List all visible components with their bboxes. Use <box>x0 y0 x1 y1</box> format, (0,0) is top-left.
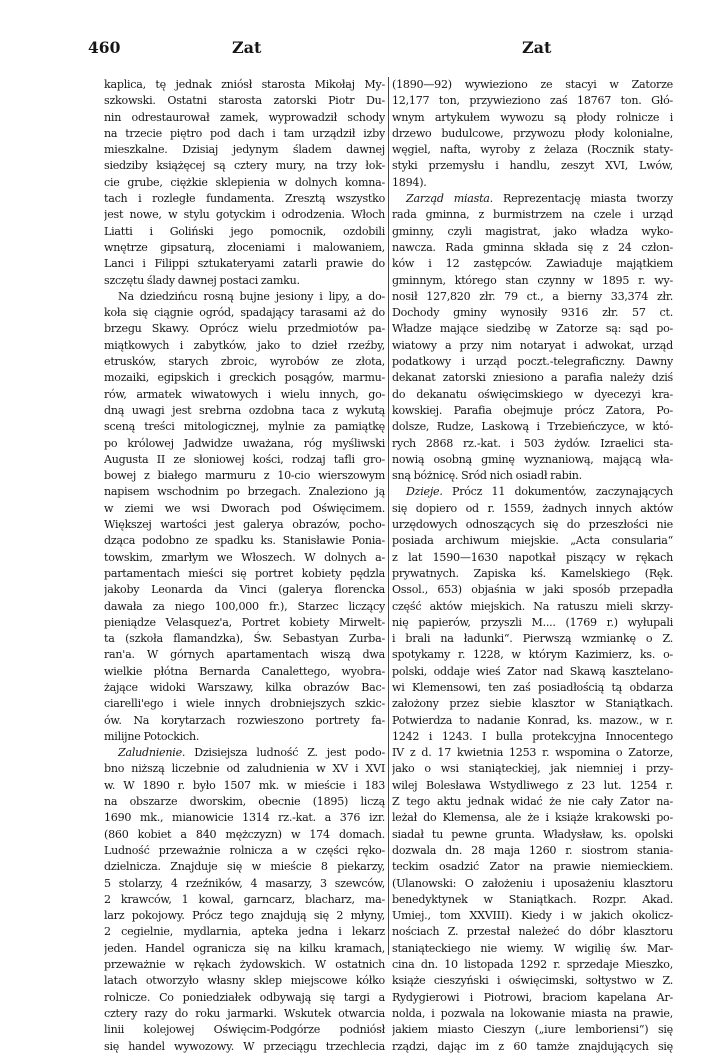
line-text: nin odrestaurował zamek, wyprowadził schody <box>104 110 385 124</box>
text-line <box>104 110 385 126</box>
line-text: milijne Potockich. <box>104 729 200 743</box>
line-text: pieniądze Velasquez'a, Portret kobiety Mirwelt- <box>104 615 385 629</box>
text-line <box>392 566 673 582</box>
line-text: rych 2868 rz.-kat. i 503 żydów. Izraelici sta- <box>392 436 673 450</box>
line-text: urzędowych odnoszących się do przeszłości nie <box>392 518 673 532</box>
text-line <box>104 941 385 957</box>
line-text: 1894). <box>392 175 427 189</box>
text-line <box>392 175 673 191</box>
line-text: IV z d. 17 kwietnia 1253 r. wspomina o Zatorze, <box>392 746 673 760</box>
text-line <box>104 273 385 289</box>
text-line <box>104 827 385 843</box>
text-line <box>392 680 673 696</box>
section-heading: Zarząd miasta. <box>406 192 493 206</box>
line-text: część aktów miejskich. Na ratuszu mieli skrzy- <box>392 599 673 613</box>
line-text: drzewo budulcowe, przywozu płody kolonialne, <box>392 126 673 140</box>
line-text: mieszkalne. Dzisiaj jedynym śladem dawnej <box>104 143 385 157</box>
text-line <box>104 175 385 191</box>
line-text: nościach Z. przestał należeć do dóbr klasztoru <box>392 925 673 939</box>
line-text: bno niższą liczebnie od zaludnienia w XV i XVI <box>104 762 385 776</box>
line-text: ran'a. W górnych apartamentach wiszą dwa <box>104 648 385 662</box>
text-line <box>392 713 673 729</box>
line-text: gminnym, którego stan czynny w 1895 r. wy- <box>392 273 673 287</box>
text-line <box>104 77 385 93</box>
text-line <box>104 142 385 158</box>
line-text: larz pokojowy. Prócz tego znajdują się 2 młyny, <box>104 909 385 923</box>
text-line <box>392 599 673 615</box>
line-text: Dochody gminy wynosiły 9316 złr. 57 ct. <box>392 306 673 320</box>
line-text: kowskiej. Parafia obejmuje prócz Zatora, Po- <box>392 403 673 417</box>
text-line <box>392 550 673 566</box>
text-line <box>104 713 385 729</box>
text-line <box>104 436 385 452</box>
line-text: rów, armatek wiwatowych i wielu innych, go- <box>104 387 385 401</box>
text-line <box>392 957 673 973</box>
line-text: ków i 12 zastępców. Zawiaduje majątkiem <box>392 257 673 271</box>
text-line <box>104 924 385 940</box>
line-text: książe cieszyński i oświęcimski, sołtystwo w Z. <box>392 974 673 988</box>
line-text: wnym artykułem wywozu są płody rolnicze i <box>392 110 673 124</box>
text-line <box>392 468 673 484</box>
line-text: jako o wsi staniąteckiej, jak niemniej i przy- <box>392 762 673 776</box>
line-text: 5 stolarzy, 4 rzeźników, 4 masarzy, 3 szewców, <box>104 876 385 890</box>
line-text: podatkowy i urząd poczt.-telegraficzny. Dawny <box>392 355 673 369</box>
text-line <box>104 1039 385 1055</box>
line-text: dną uwagi jest srebrna ozdobna taca z wykutą <box>104 403 385 417</box>
line-text: wilej Bolesława Wstydliwego z 23 lut. 1254 r. <box>392 778 673 792</box>
text-line <box>104 778 385 794</box>
line-text: napisem wschodnim po brzegach. Znaleziono ją <box>104 485 385 499</box>
line-text: się handel wywozowy. W przeciągu trzechlecia <box>104 1039 385 1053</box>
text-line <box>392 1006 673 1022</box>
text-line <box>392 387 673 403</box>
text-line <box>392 582 673 598</box>
text-line <box>104 387 385 403</box>
line-text: prywatnych. Zapiska kś. Kamelskiego (Ręk. <box>392 566 673 580</box>
line-text: Potwierdza to nadanie Konrad, ks. mazow., w r. <box>392 713 673 727</box>
text-line <box>392 631 673 647</box>
line-text: Z tego aktu jednak widać że nie cały Zator na- <box>392 795 673 809</box>
text-line <box>104 484 385 500</box>
running-head-right: Zat <box>522 38 552 57</box>
text-line <box>104 957 385 973</box>
text-line <box>104 550 385 566</box>
text-line <box>392 158 673 174</box>
text-line <box>392 859 673 875</box>
line-text: 2 cegielnie, mydlarnia, apteka jedna i lekarz <box>104 925 385 939</box>
line-text: po królowej Jadwidze uważana, róg myśliwski <box>104 436 385 450</box>
line-text: cie grube, ciężkie sklepienia w dolnych komna- <box>104 175 385 189</box>
line-text: styki przemysłu i handlu, zeszyt XVI, Lwów, <box>392 159 673 173</box>
text-line <box>392 729 673 745</box>
line-text: dawała za niego 100,000 fr.), Starzec liczący <box>104 599 385 613</box>
line-text: mozaiki, egipskich i greckich posągów, marmu- <box>104 371 385 385</box>
text-line <box>104 126 385 142</box>
text-line <box>104 745 385 761</box>
line-text: 1690 mk., mianowicie 1314 rz.-kat. a 376 izr. <box>104 811 385 825</box>
text-line <box>104 224 385 240</box>
text-line <box>392 876 673 892</box>
line-text: jeden. Handel ogranicza się na kilku kramach, <box>104 941 385 955</box>
text-line <box>104 859 385 875</box>
line-text: w. W 1890 r. było 1507 mk. w mieście i 183 <box>104 778 385 792</box>
line-text: latach otworzyło własny sklep miejscowe kółko <box>104 974 385 988</box>
text-line <box>104 207 385 223</box>
text-line <box>392 843 673 859</box>
line-text: leżał do Klemensa, ale że i książe krakowski po- <box>392 811 673 825</box>
text-line <box>104 810 385 826</box>
text-line <box>392 484 673 500</box>
text-line <box>104 582 385 598</box>
text-line <box>104 93 385 109</box>
text-line <box>392 110 673 126</box>
line-text: ta (szkoła flamandzka), Św. Sebastyan Zurba- <box>104 632 385 646</box>
line-text: siedziby książęcej są cztery mury, na trzy łok- <box>104 159 385 173</box>
line-text: brzegu Skawy. Oprócz wielu przedmiotów pa- <box>104 322 385 336</box>
line-text: cztery razy do roku jarmarki. Wskutek otwarcia <box>104 1006 385 1020</box>
text-line <box>392 224 673 240</box>
line-text: Umiej., tom XXVIII). Kiedy i w jakich okolicz- <box>392 909 673 923</box>
text-line <box>104 615 385 631</box>
text-line <box>392 778 673 794</box>
line-text: posiada archiwum miejskie. „Acta consularia“ <box>392 534 673 548</box>
line-text: bowej z białego marmuru z 10-cio wierszowym <box>104 469 385 483</box>
line-text: rządzi, dając im z 60 tamże znajdujących się <box>392 1039 673 1053</box>
text-line <box>392 452 673 468</box>
left-column-text <box>104 77 385 1055</box>
text-line <box>392 941 673 957</box>
text-line <box>392 93 673 109</box>
line-text: przeważnie w rękach żydowskich. W ostatnich <box>104 958 385 972</box>
text-line <box>392 647 673 663</box>
text-line <box>392 827 673 843</box>
text-line <box>392 142 673 158</box>
line-text: nawcza. Rada gminna składa się z 24 człon- <box>392 240 673 254</box>
text-line <box>104 403 385 419</box>
line-text: dozwala dn. 28 maja 1260 r. siostrom stania- <box>392 843 673 857</box>
line-text: wiatowy a przy nim notaryat i adwokat, urząd <box>392 338 673 352</box>
text-line <box>104 599 385 615</box>
text-line <box>104 990 385 1006</box>
line-text: 2 krawców, 1 kowal, garncarz, blacharz, ma- <box>104 892 385 906</box>
text-line <box>104 794 385 810</box>
text-line <box>392 990 673 1006</box>
line-text: koła się ciągnie ogród, spadający tarasami aż do <box>104 306 385 320</box>
line-text: nię papierów, przyszli M.... (1769 r.) wyłupali <box>392 615 673 629</box>
text-line <box>104 566 385 582</box>
line-text: partamentach mieści się portret kobiety pędzla <box>104 566 385 580</box>
text-line <box>104 631 385 647</box>
line-text: jakiem miasto Cieszyn („iure lemboriensi“) się <box>392 1023 673 1037</box>
text-line <box>392 745 673 761</box>
line-text: ciarelli'ego i wiele innych drobniejszych szkic- <box>104 697 385 711</box>
line-text: spotykamy r. 1228, w którym Kazimierz, ks. o- <box>392 648 673 662</box>
line-text: siadał tu pewne grunta. Władysław, ks. opolski <box>392 827 673 841</box>
text-line <box>392 240 673 256</box>
text-line <box>104 647 385 663</box>
line-text: ów. Na korytarzach rozwieszono portrety fa- <box>104 713 385 727</box>
line-text: 1242 i 1243. I bulla protekcyjna Innocentego <box>392 729 673 743</box>
line-text: i brali na ładunki“. Pierwszą wzmiankę o Z. <box>392 632 673 646</box>
line-text: Rydygierowi i Piotrowi, braciom kapelana Ar- <box>392 990 673 1004</box>
text-line <box>392 305 673 321</box>
text-line <box>104 158 385 174</box>
section-heading: Zaludnienie. <box>118 746 186 760</box>
line-text: (1890—92) wywieziono ze stacyi w Zatorze <box>392 78 673 91</box>
line-text: dekanat zatorski zniesiono a parafia należy dziś <box>392 371 673 385</box>
line-text: Dzisiejsza ludność Z. jest podo- <box>185 746 385 760</box>
text-line <box>104 370 385 386</box>
line-text: cina dn. 10 listopada 1292 r. sprzedaje Mieszko, <box>392 958 673 972</box>
text-line <box>392 810 673 826</box>
text-line <box>392 973 673 989</box>
section-heading: Dzieje. <box>406 485 443 499</box>
text-line <box>104 240 385 256</box>
column-divider <box>388 77 389 955</box>
line-text: wnętrze gipsaturą, złoceniami i malowaniem, <box>104 240 385 254</box>
line-text: Ossol., 653) objaśnia w jaki sposób przepadła <box>392 583 673 597</box>
line-text: staniąteckiego nie wiemy. W wigilię św. Mar- <box>392 941 673 955</box>
text-line <box>392 289 673 305</box>
line-text: Lanci i Filippi sztukateryami zatarli prawie do <box>104 257 385 271</box>
text-line <box>392 370 673 386</box>
text-line <box>392 664 673 680</box>
line-text: Większej wartości jest galerya obrazów, pocho- <box>104 518 385 532</box>
line-text: towskim, zmarłym we Włoszech. W dolnych a- <box>104 550 385 564</box>
line-text: jakoby Leonarda da Vinci (galerya florencka <box>104 583 385 597</box>
text-line <box>104 256 385 272</box>
line-text: benedyktynek w Staniątkach. Rozpr. Akad. <box>392 892 673 906</box>
line-text: Liatti i Goliński jego pomocnik, ozdobili <box>104 224 385 238</box>
line-text: do dekanatu oświęcimskiego w dyecezyi kra- <box>392 387 673 401</box>
text-line <box>104 908 385 924</box>
line-text: Władze mające siedzibę w Zatorze są: sąd po- <box>392 322 673 336</box>
text-line <box>392 77 673 93</box>
text-line <box>104 338 385 354</box>
text-line <box>104 664 385 680</box>
text-line <box>104 354 385 370</box>
text-line <box>392 892 673 908</box>
line-text: 12,177 ton, przywieziono zaś 18767 ton. Głó- <box>392 94 673 108</box>
text-line <box>104 305 385 321</box>
line-text: żające widoki Warszawy, kilka obrazów Bac- <box>104 680 385 694</box>
text-line <box>392 696 673 712</box>
text-line <box>104 876 385 892</box>
text-line <box>392 501 673 517</box>
line-text: Prócz 11 dokumentów, zaczynających <box>442 485 673 499</box>
line-text: Ludność przeważnie rolnicza a w części ręko- <box>104 843 385 857</box>
text-line <box>392 403 673 419</box>
text-line <box>104 517 385 533</box>
line-text: jest nowe, w stylu gotyckim i odrodzenia. Włoch <box>104 208 385 222</box>
line-text: wielkie płótna Bernarda Canalettego, wyobra- <box>104 664 385 678</box>
line-text: na obszarze dworskim, obecnie (1895) liczą <box>104 795 385 809</box>
text-line <box>104 892 385 908</box>
text-line <box>104 696 385 712</box>
text-line <box>392 436 673 452</box>
text-line <box>392 419 673 435</box>
line-text: gminny, czyli magistrat, jako władza wyko- <box>392 224 673 238</box>
text-line <box>104 729 385 745</box>
text-line <box>104 452 385 468</box>
text-line <box>392 126 673 142</box>
line-text: etrusków, starych zbroic, wyrobów ze złota, <box>104 355 385 369</box>
text-line <box>392 908 673 924</box>
line-text: polski, oddaje wieś Zator nad Skawą kasztelano- <box>392 664 673 678</box>
text-line <box>392 794 673 810</box>
page-number: 460 <box>88 38 121 57</box>
text-line <box>104 1006 385 1022</box>
text-line <box>392 615 673 631</box>
text-line <box>104 533 385 549</box>
text-line <box>104 973 385 989</box>
line-text: (Ulanowski: O założeniu i uposażeniu klasztoru <box>392 876 673 890</box>
text-line <box>392 207 673 223</box>
line-text: Augusta II ze słoniowej kości, rodzaj tafli gro- <box>104 452 385 466</box>
text-line <box>392 1039 673 1055</box>
line-text: się dopiero od r. 1559, żadnych innych aktów <box>392 501 673 515</box>
line-text: tach i rozległe fundamenta. Zresztą wszystko <box>104 192 385 206</box>
line-text: węgiel, nafta, wyroby z żelaza (Rocznik staty- <box>392 143 673 157</box>
line-text: (860 kobiet a 840 mężczyzn) w 174 domach. <box>104 827 385 841</box>
text-line <box>392 517 673 533</box>
text-line <box>392 533 673 549</box>
text-line <box>104 468 385 484</box>
line-text: nowią osobną gminę wyznaniową, mającą wła- <box>392 452 673 466</box>
text-line <box>392 321 673 337</box>
right-column-text <box>392 77 673 1055</box>
line-text: sną bóżnicę. Sród nich osiadł rabin. <box>392 469 582 483</box>
text-line <box>392 354 673 370</box>
text-line <box>104 761 385 777</box>
line-text: Na dziedzińcu rosną bujne jesiony i lipy, a do- <box>118 289 385 303</box>
text-line <box>392 924 673 940</box>
text-line <box>392 1022 673 1038</box>
text-line <box>392 338 673 354</box>
text-line <box>104 501 385 517</box>
text-line <box>104 289 385 305</box>
line-text: dzielnicza. Znajduje się w mieście 8 piekarzy, <box>104 860 385 874</box>
line-text: nosił 127,820 złr. 79 ct., a bierny 33,374 złr. <box>392 289 673 303</box>
text-line <box>392 273 673 289</box>
line-text: dolsze, Rudze, Laskową i Trzebieńczyce, w któ- <box>392 420 673 434</box>
text-line <box>392 256 673 272</box>
text-line <box>104 1022 385 1038</box>
line-text: szkowski. Ostatni starosta zatorski Piotr Du- <box>104 94 385 108</box>
line-text: z lat 1590—1630 napotkał piszący w rękach <box>392 550 673 564</box>
line-text: sceną treści mitologicznej, mylnie za pamiątkę <box>104 420 385 434</box>
line-text: dząca podobno ze spadku ks. Stanisławie Ponia- <box>104 534 385 548</box>
text-line <box>104 321 385 337</box>
text-line <box>104 680 385 696</box>
line-text: założony przez siebie klasztor w Staniątkach. <box>392 697 673 711</box>
line-text: miątkowych i zabytków, jako to dzieł rzeźby, <box>104 338 385 352</box>
running-head-left: Zat <box>232 38 262 57</box>
line-text: szczętu ślady dawnej postaci zamku. <box>104 273 300 287</box>
line-text: Reprezentację miasta tworzy <box>492 192 673 206</box>
line-text: kaplica, tę jednak zniósł starosta Mikołaj My- <box>104 78 385 91</box>
line-text: na trzecie piętro pod dach i tam urządził izby <box>104 126 385 140</box>
line-text: linii kolejowej Oświęcim-Podgórze podniósł <box>104 1023 385 1037</box>
text-line <box>104 843 385 859</box>
text-line <box>104 191 385 207</box>
text-line <box>104 419 385 435</box>
line-text: w ziemi we wsi Dworach pod Oświęcimem. <box>104 501 385 515</box>
text-line <box>392 761 673 777</box>
text-line <box>392 191 673 207</box>
line-text: nolda, i pozwala na lokowanie miasta na prawie, <box>392 1006 673 1020</box>
line-text: rolnicze. Co poniedziałek odbywają się targi a <box>104 990 385 1004</box>
line-text: wi Klemensowi, ten zaś posiadłością tą obdarza <box>392 680 673 694</box>
line-text: rada gminna, z burmistrzem na czele i urząd <box>392 208 673 222</box>
line-text: teckim osadzić Zator na prawie niemieckiem. <box>392 860 673 874</box>
